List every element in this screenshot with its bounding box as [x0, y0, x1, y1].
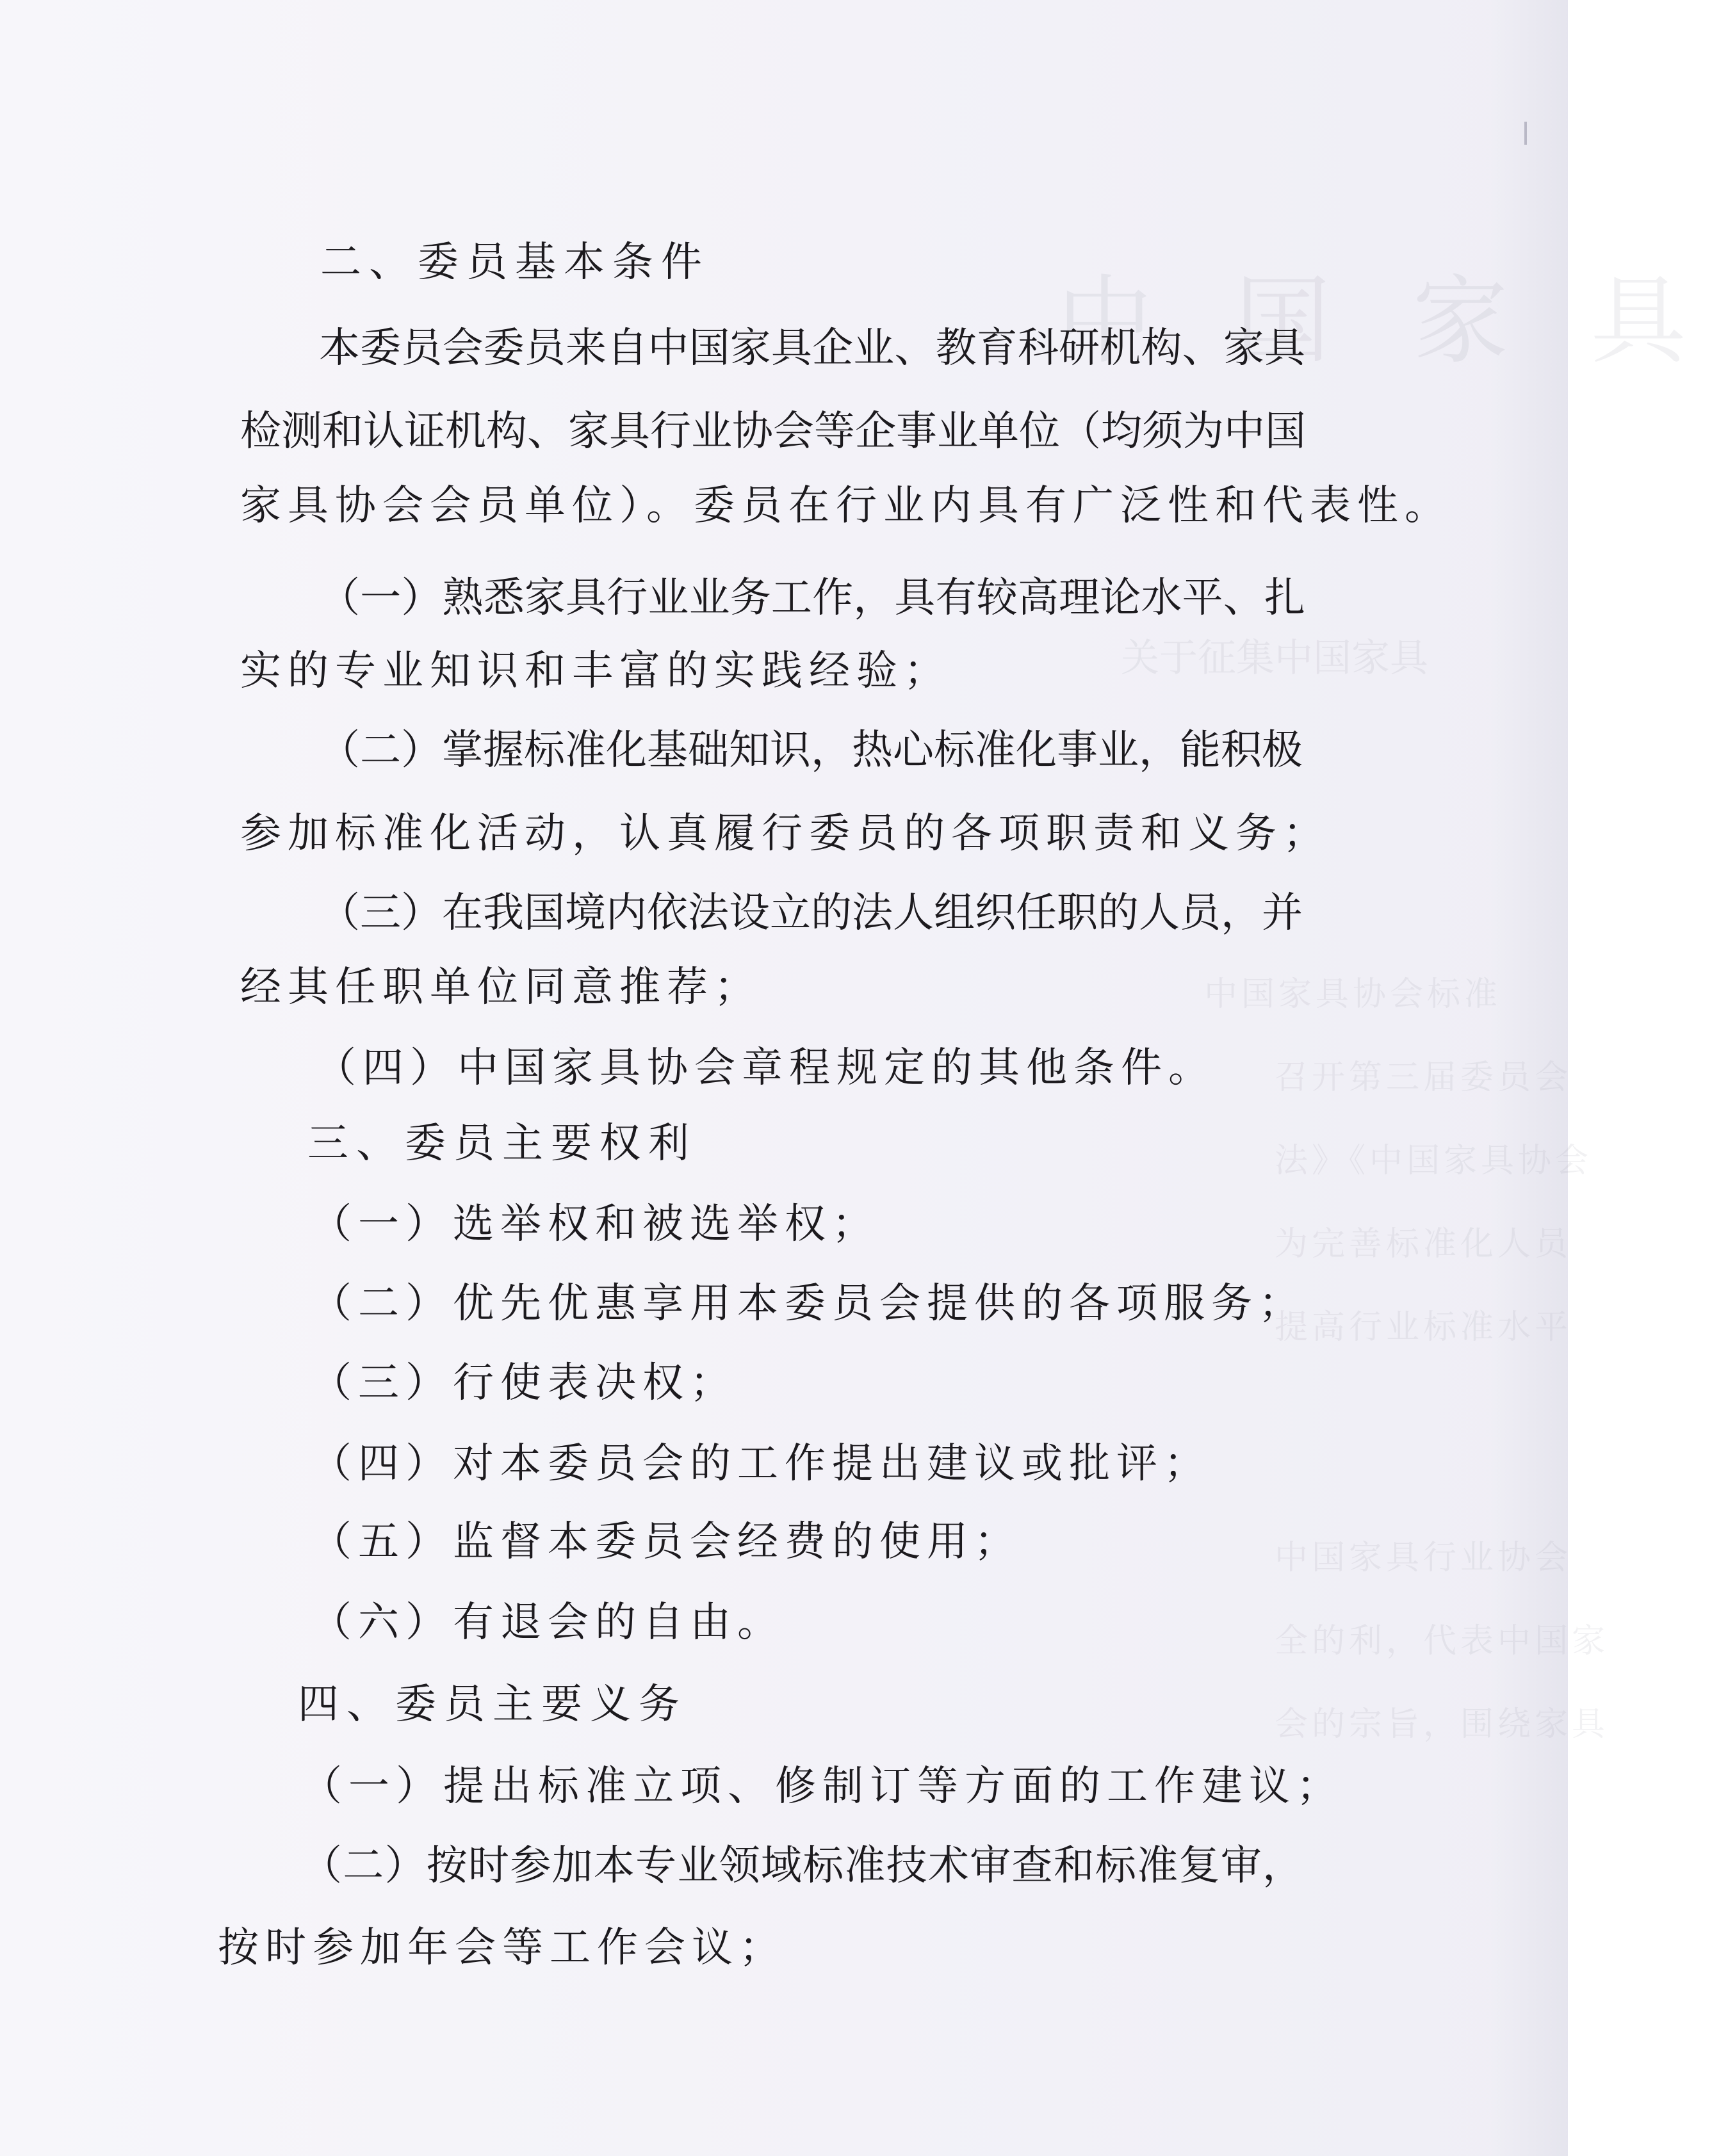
- list-item: （一）选举权和被选举权；: [311, 1201, 879, 1248]
- list-item-text: （二）按时参加本专业领域标准技术审查和标准复审，: [301, 1842, 1303, 1890]
- list-item: （六）有退会的自由。: [311, 1599, 785, 1646]
- section-heading-4: 四、委员主要义务: [298, 1681, 687, 1728]
- bleed-through-mark: 召开第三届委员会: [1275, 1058, 1572, 1097]
- bleed-through-mark: 为完善标准化人员: [1275, 1225, 1572, 1263]
- bleed-through-mark: 中国家具协会标准: [1204, 975, 1502, 1014]
- paragraph-line: [240, 408, 1306, 455]
- list-item-text: （一）熟悉家具行业业务工作，具有较高理论水平、扎: [319, 574, 1305, 622]
- paragraph-line: [319, 574, 1305, 622]
- list-item: （三）行使表决权；: [311, 1359, 737, 1407]
- bleed-through-mark: 中国家具行业协会: [1275, 1539, 1572, 1577]
- list-item: （五）监督本委员会经费的使用；: [311, 1518, 1022, 1566]
- paragraph-line: 实的专业知识和丰富的实践经验；: [240, 647, 951, 695]
- paragraph-line: [319, 889, 1303, 937]
- scan-edge-shadow: [1491, 0, 1568, 2156]
- paragraph-text: 本委员会委员来自中国家具企业、教育科研机构、家具: [319, 325, 1305, 372]
- paragraph-line: 参加标准化活动，认真履行委员的各项职责和义务；: [240, 810, 1330, 857]
- bleed-through-mark: 法》《中国家具协会: [1275, 1142, 1593, 1180]
- paragraph-line: （四）中国家具协会章程规定的其他条件。: [315, 1044, 1216, 1092]
- bleed-through-mark: 关于征集中国家具: [1121, 636, 1428, 681]
- paragraph-line: 家具协会会员单位）。委员在行业内具有广泛性和代表性。: [240, 482, 1452, 530]
- scan-edge-mark: [1524, 122, 1527, 145]
- list-item: （一）提出标准立项、修制订等方面的工作建议；: [301, 1763, 1344, 1810]
- list-item: （二）优先优惠享用本委员会提供的各项服务；: [311, 1280, 1306, 1327]
- paragraph-text: 检测和认证机构、家具行业协会等企事业单位（均须为中国: [240, 408, 1306, 455]
- list-item-text: （二）掌握标准化基础知识，热心标准化事业，能积极: [319, 727, 1303, 774]
- section-heading-3: 三、委员主要权利: [307, 1120, 697, 1167]
- paragraph-line: [319, 325, 1305, 372]
- bleed-through-mark: 全的利，代表中国家: [1275, 1622, 1610, 1660]
- paragraph-line: [319, 727, 1303, 774]
- paragraph-line: 经其任职单位同意推荐；: [240, 964, 762, 1011]
- list-item: （四）对本委员会的工作提出建议或批评；: [311, 1440, 1211, 1487]
- bleed-through-mark: 中 国 家 具: [1057, 266, 1712, 377]
- list-item-text: （三）在我国境内依法设立的法人组织任职的人员，并: [319, 889, 1303, 937]
- bleed-through-mark: 提高行业标准水平: [1275, 1308, 1572, 1347]
- paragraph-line: [301, 1842, 1303, 1890]
- section-heading-2: 二、委员基本条件: [320, 239, 710, 286]
- bleed-through-mark: 会的宗旨，围绕家具: [1275, 1705, 1610, 1744]
- paragraph-line: 按时参加年会等工作会议；: [218, 1924, 787, 1972]
